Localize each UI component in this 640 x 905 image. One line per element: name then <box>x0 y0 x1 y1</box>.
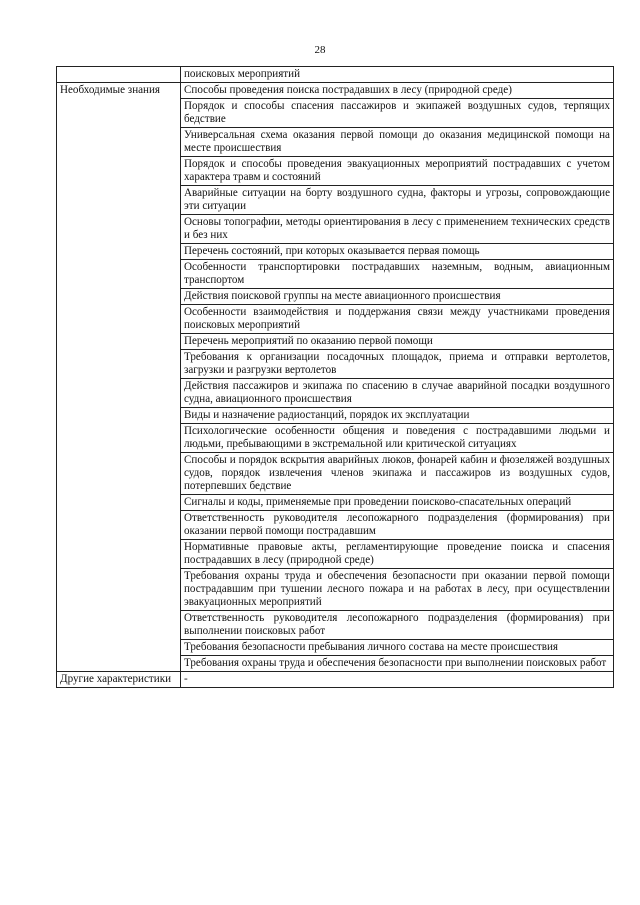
requirement-item: Основы топографии, методы ориентирования в лесу с применением технических средств и без них <box>181 215 614 244</box>
continuation-cell: поисковых мероприятий <box>181 67 614 83</box>
requirement-item: Ответственность руководителя лесопожарного подразделения (формирования) при оказании первой помощи пострадавшим <box>181 511 614 540</box>
table-row <box>57 83 614 99</box>
requirement-item: Нормативные правовые акты, регламентирующие проведение поиска и спасения пострадавших в лесу (природной среде) <box>181 540 614 569</box>
requirement-item: Действия пассажиров и экипажа по спасению в случае аварийной посадки воздушного судна, авиационного происшествия <box>181 379 614 408</box>
requirement-item: Перечень состояний, при которых оказывается первая помощь <box>181 244 614 260</box>
page-number: 28 <box>314 44 326 56</box>
requirement-item: - <box>181 672 614 688</box>
requirement-item: Требования к организации посадочных площадок, приема и отправки вертолетов, загрузки и разгрузки вертолетов <box>181 350 614 379</box>
label-cell <box>57 67 181 83</box>
requirement-item: Требования охраны труда и обеспечения безопасности при оказании первой помощи пострадавшим при тушении лесного пожара и на работах в лесу, при осуществлении эвакуационных мероприятий <box>181 569 614 611</box>
table-body <box>57 67 614 688</box>
requirement-item: Особенности взаимодействия и поддержания связи между участниками проведения поисковых мероприятий <box>181 305 614 334</box>
requirement-item: Способы проведения поиска пострадавших в лесу (природной среде) <box>181 83 614 99</box>
requirement-item: Сигналы и коды, применяемые при проведении поисково-спасательных операций <box>181 495 614 511</box>
requirements-table <box>56 66 614 688</box>
requirement-item: Психологические особенности общения и поведения с пострадавшими людьми и людьми, пребывающими в экстремальной или критической ситуациях <box>181 424 614 453</box>
requirement-item: Аварийные ситуации на борту воздушного судна, факторы и угрозы, сопровождающие эти ситуации <box>181 186 614 215</box>
requirement-item: Ответственность руководителя лесопожарного подразделения (формирования) при выполнении поисковых работ <box>181 611 614 640</box>
table-row <box>57 67 614 83</box>
requirement-item: Требования охраны труда и обеспечения безопасности при выполнении поисковых работ <box>181 656 614 672</box>
requirement-item: Порядок и способы спасения пассажиров и экипажей воздушных судов, терпящих бедствие <box>181 99 614 128</box>
requirement-item: Особенности транспортировки пострадавших наземным, водным, авиационным транспортом <box>181 260 614 289</box>
requirement-item: Действия поисковой группы на месте авиационного происшествия <box>181 289 614 305</box>
requirement-item: Порядок и способы проведения эвакуационных мероприятий пострадавших с учетом характера травм и состояний <box>181 157 614 186</box>
requirement-item: Универсальная схема оказания первой помощи до оказания медицинской помощи на месте происшествия <box>181 128 614 157</box>
section-label: Необходимые знания <box>57 83 181 672</box>
requirement-item: Требования безопасности пребывания личного состава на месте происшествия <box>181 640 614 656</box>
requirement-item: Перечень мероприятий по оказанию первой помощи <box>181 334 614 350</box>
section-label: Другие характеристики <box>57 672 181 688</box>
table-row <box>57 672 614 688</box>
requirement-item: Способы и порядок вскрытия аварийных люков, фонарей кабин и фюзеляжей воздушных судов, порядок извлечения членов экипажа и пассажиров из воздушных судов, потерпевших бедствие <box>181 453 614 495</box>
requirement-item: Виды и назначение радиостанций, порядок их эксплуатации <box>181 408 614 424</box>
